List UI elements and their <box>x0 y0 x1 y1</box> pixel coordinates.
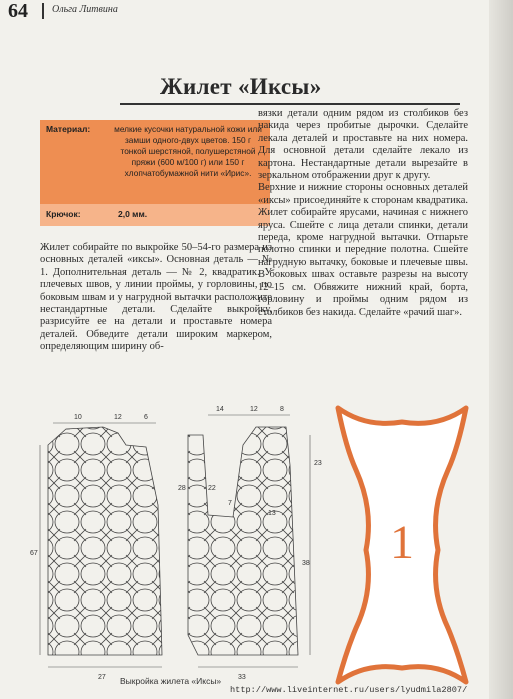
left-paragraph: Жилет собирайте по выкройке 50–54-го размера из основных деталей «иксы». Основная деталь — № 1. Дополнительная деталь — № 2, квадратик. У плечевых швов, у линии проймы, у горловины, по боковым швам и у нагрудной вытачки расположите нестандартные детали. Сделайте выкройку, разрисуйте ее на детали и проставьте номера деталей. Обведите детали широким маркером, определяющим ширину об- <box>40 242 272 353</box>
vest-pattern-diagram <box>28 405 328 689</box>
source-url: http://www.liveinternet.ru/users/lyudmila2807/ <box>230 685 468 695</box>
page-number: 64 <box>8 0 28 22</box>
right-paragraph-2: Верхние и нижние стороны основных деталей «иксы» присоединяйте к сторонам квадратика. Жилет собирайте ярусами, начиная с нижнего яруса. Сшейте с лица детали спинки, детали переда, кроме нагрудной вытачки. Отпарьте полотно спинки и передние полотна. Сшейте нагрудную вытачку, боковые и плечевые швы. В боковых швах оставьте разрезы на высоту 12–15 см. Обвяжите нижний край, борта, горловину и проймы одним рядом из столбиков без накида. Сделайте «рачий шаг». <box>258 182 468 318</box>
right-column <box>258 108 468 319</box>
dim-front-side-5: 23 <box>314 460 322 467</box>
title-underline <box>120 103 460 105</box>
piece-1-template <box>326 400 478 690</box>
dim-back-top-2: 12 <box>114 414 122 421</box>
dim-back-top-3: 6 <box>144 414 148 421</box>
hook-value: 2,0 мм. <box>118 209 148 219</box>
page-edge <box>489 0 513 699</box>
dim-front-side-6: 13 <box>268 510 276 517</box>
dim-front-side-2: 22 <box>208 485 216 492</box>
right-paragraph-1: вязки детали одним рядом из столбиков без накида через пробитые дырочки. Сделайте лекала деталей и проставьте на них номера. Для основной детали сделайте лекало из картона. Нестандартные детали вырезайте в зеркальном отображении друг к другу. <box>258 108 468 182</box>
author-name: Ольга Литвина <box>52 4 118 15</box>
back-pattern <box>40 423 162 667</box>
left-column <box>40 242 272 354</box>
dim-front-side-1: 28 <box>178 485 186 492</box>
dim-front-side-4: 38 <box>302 560 310 567</box>
page-header <box>0 0 490 22</box>
dim-back-height: 67 <box>30 550 38 557</box>
dim-front-top-2: 12 <box>250 406 258 413</box>
dim-front-side-3: 7 <box>228 500 232 507</box>
dim-back-top-1: 10 <box>74 414 82 421</box>
dim-front-top-3: 8 <box>280 406 284 413</box>
dim-front-width: 33 <box>238 674 246 681</box>
hook-label: Крючок: <box>46 209 81 219</box>
template-number: 1 <box>390 516 414 569</box>
article-title: Жилет «Иксы» <box>160 74 322 99</box>
materials-label: Материал: <box>46 124 91 134</box>
front-pattern <box>188 415 310 667</box>
dim-front-top-1: 14 <box>216 406 224 413</box>
hook-row <box>40 204 270 226</box>
materials-text: мелкие кусочки натуральной кожи или замши одного-двух цветов. 150 г тонкой шерстяной, полушерстяной пряжи (600 м/100 г) или 150 г хлопчатобумажной нити «Ирис». <box>114 124 262 178</box>
diagram-caption: Выкройка жилета «Иксы» <box>120 676 222 686</box>
header-divider <box>42 3 44 19</box>
dim-back-width: 27 <box>98 674 106 681</box>
